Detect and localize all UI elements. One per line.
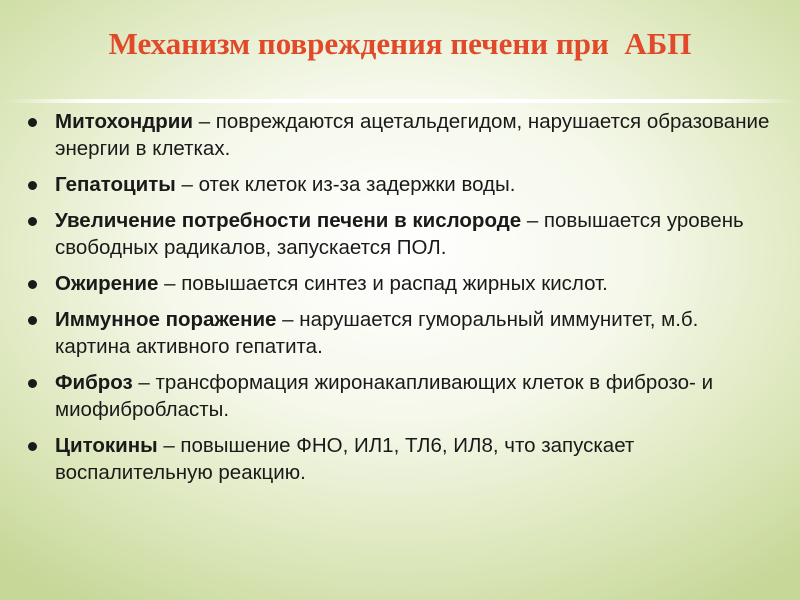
bullet-icon xyxy=(28,217,37,226)
item-term: Гепатоциты xyxy=(55,173,176,196)
item-term: Иммунное поражение xyxy=(55,308,277,331)
list-item-hepatocytes xyxy=(28,171,778,198)
bullet-icon xyxy=(28,181,37,190)
title-divider xyxy=(0,99,800,103)
list-item-cytokines xyxy=(28,432,778,486)
bullet-icon xyxy=(28,316,37,325)
item-term: Митохондрии xyxy=(55,110,193,133)
item-text: – повышается уровень свободных радикалов, запускается ПОЛ. xyxy=(55,209,744,259)
item-term: Ожирение xyxy=(55,272,159,295)
slide-title: Механизм повреждения печени при АБП xyxy=(108,26,692,61)
item-term: Цитокины xyxy=(55,434,158,457)
bullet-list xyxy=(28,108,778,495)
list-item-fibrosis xyxy=(28,369,778,423)
bullet-icon xyxy=(28,379,37,388)
item-term: Фиброз xyxy=(55,371,133,394)
item-term: Увеличение потребности печени в кислороде xyxy=(55,209,522,232)
item-text: – трансформация жиронакапливающих клеток в фиброзо- и миофибробласты. xyxy=(55,371,714,421)
item-text: – повреждаются ацетальдегидом, нарушается образование энергии в клетках. xyxy=(55,110,770,160)
bullet-icon xyxy=(28,280,37,289)
list-item-immune-damage xyxy=(28,306,778,360)
bullet-icon xyxy=(28,442,37,451)
item-text: – отек клеток из-за задержки воды. xyxy=(175,173,516,196)
item-text: – повышение ФНО, ИЛ1, ТЛ6, ИЛ8, что запускает воспалительную реакцию. xyxy=(55,434,635,484)
bullet-icon xyxy=(28,118,37,127)
list-item-oxygen-demand xyxy=(28,207,778,261)
list-item-obesity xyxy=(28,270,778,297)
item-text: – повышается синтез и распад жирных кислот. xyxy=(158,272,608,295)
list-item-mitochondria xyxy=(28,108,778,162)
item-text: – нарушается гуморальный иммунитет, м.б. картина активного гепатита. xyxy=(55,308,699,358)
